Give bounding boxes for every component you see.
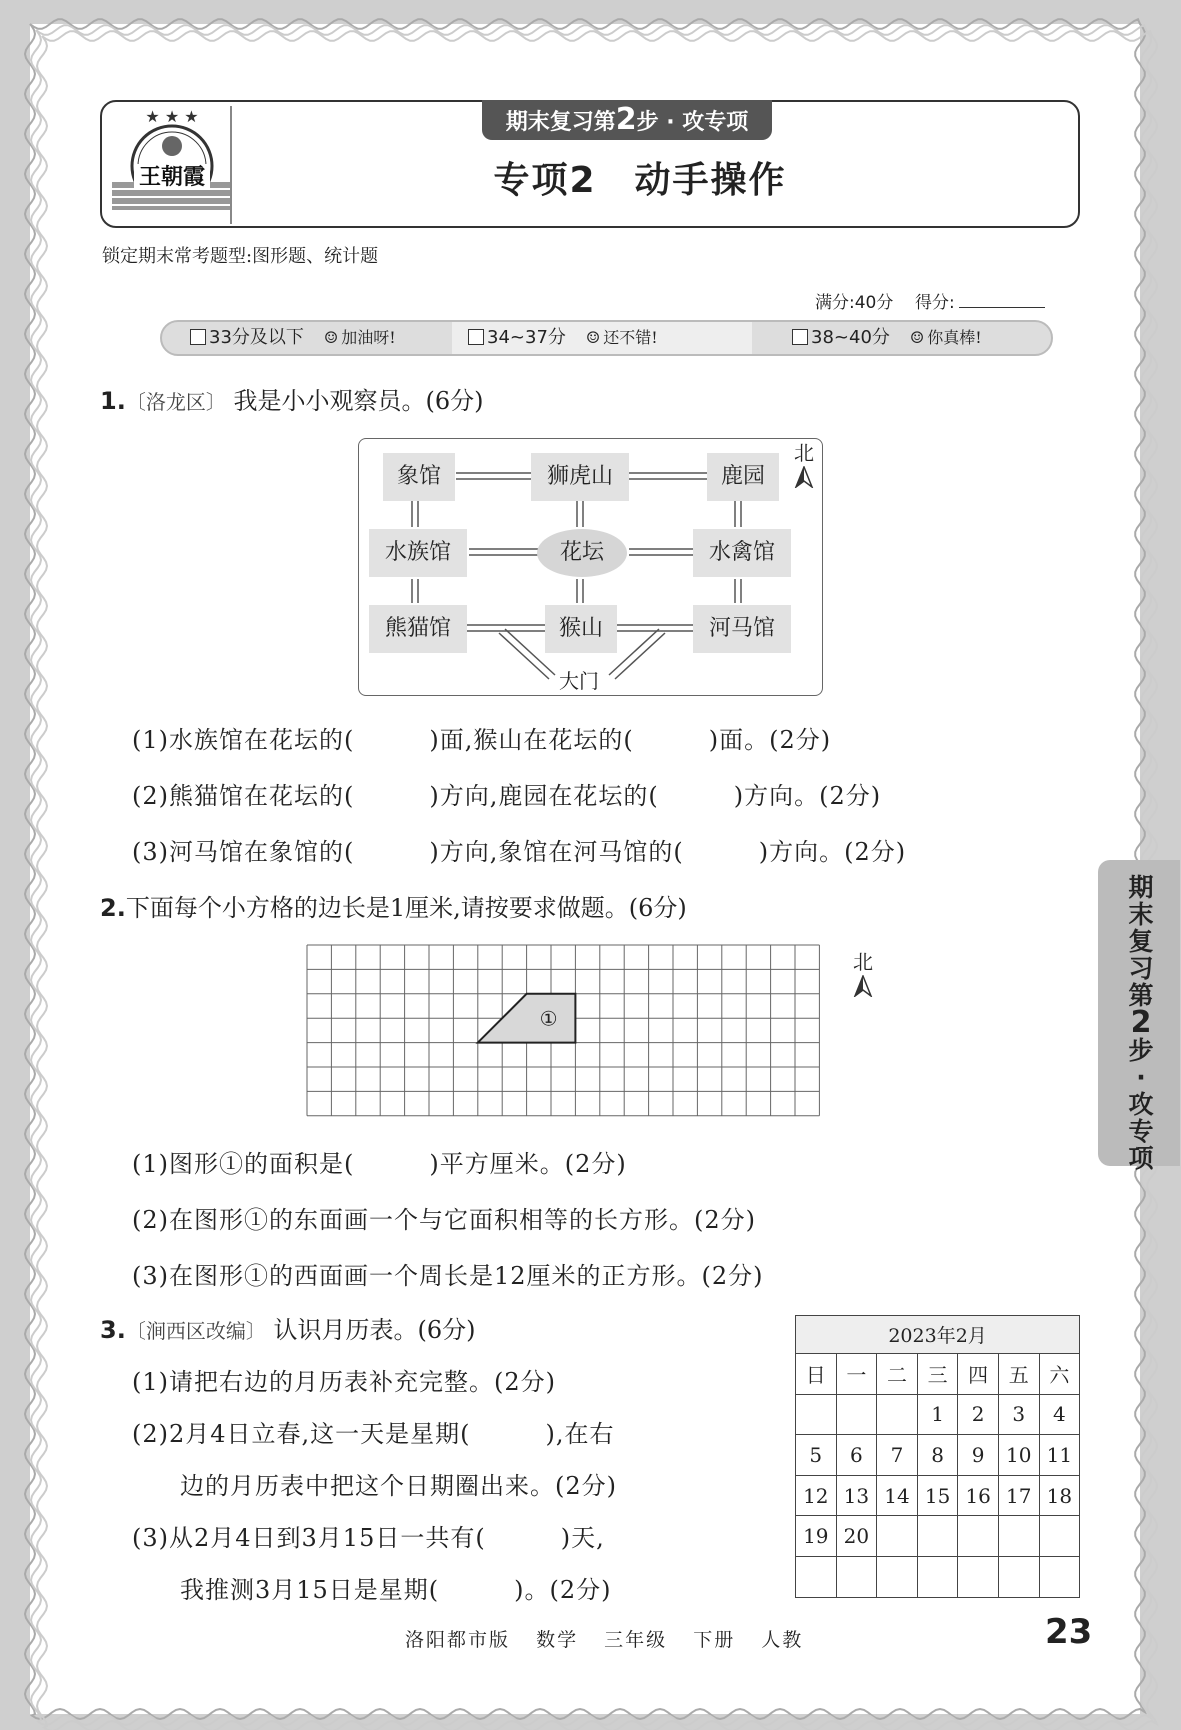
calendar-day-cell: 6: [836, 1435, 877, 1476]
q3-sub-3: (3)从2月4日到3月15日一共有( )天,: [132, 1524, 605, 1552]
calendar-day-cell: 14: [877, 1475, 918, 1516]
q2-sub-1: (1)图形①的面积是( )平方厘米。(2分): [132, 1150, 627, 1178]
map-aquarium: 水族馆: [369, 529, 467, 577]
q3-sub-2-cont: 边的月历表中把这个日期圈出来。(2分): [180, 1472, 617, 1500]
question-1-number: 1.: [100, 387, 126, 415]
calendar-day-cell[interactable]: [877, 1516, 918, 1557]
got-score-label: 得分:: [914, 293, 955, 313]
north-label: 北: [794, 441, 814, 465]
calendar-day-cell: 17: [998, 1475, 1039, 1516]
calendar-day-cell[interactable]: [998, 1516, 1039, 1557]
smiley-icon: ☺: [323, 328, 339, 347]
q1-sub-3: (3)河马馆在象馆的( )方向,象馆在河马馆的( )方向。(2分): [132, 838, 907, 866]
calendar-week-row: [796, 1516, 1080, 1557]
eval-item-low: 33分及以下 ☺ 加油呀!: [190, 322, 396, 354]
map-waterfowl-house: 水禽馆: [693, 529, 791, 577]
calendar-weekday: 二: [877, 1354, 918, 1395]
map-flower-bed: 花坛: [537, 529, 627, 577]
calendar-weekday: 四: [958, 1354, 999, 1395]
side-tab-text: [1124, 874, 1158, 1172]
map-hippo-house: 河马馆: [693, 605, 791, 653]
question-2-text: 下面每个小方格的边长是1厘米,请按要求做题。(6分): [125, 894, 687, 922]
map-lion-tiger-hill: 狮虎山: [531, 453, 629, 501]
question-3-text: 认识月历表。(6分): [273, 1316, 476, 1344]
calendar-day-cell: 19: [796, 1516, 837, 1557]
footer-publisher: 人教: [761, 1629, 804, 1651]
calendar-day-cell: 2: [958, 1394, 999, 1435]
calendar-week-row: [796, 1394, 1080, 1435]
svg-text:★ ★ ★: ★ ★ ★: [145, 107, 199, 126]
eval-item-mid: 34~37分 ☺ 还不错!: [452, 322, 752, 354]
question-2: [100, 888, 687, 923]
q3-sub-3-cont: 我推测3月15日是星期( )。(2分): [180, 1576, 612, 1604]
calendar-day-cell: 8: [917, 1435, 958, 1476]
calendar-weekday: 一: [836, 1354, 877, 1395]
q3-sub-1: (1)请把右边的月历表补充完整。(2分): [132, 1368, 556, 1396]
calendar-day-cell: 11: [1039, 1435, 1080, 1476]
calendar-day-cell[interactable]: [1039, 1556, 1080, 1597]
square-grid: [306, 944, 822, 1122]
grid-north-compass: [848, 946, 878, 1002]
map-gate: 大门: [559, 669, 599, 693]
zoo-map: [358, 438, 823, 696]
header-box: [100, 100, 1080, 228]
grid-svg: [306, 944, 822, 1118]
calendar-day-cell[interactable]: [958, 1516, 999, 1557]
q3-sub-2: (2)2月4日立春,这一天是星期( ),在右: [132, 1420, 615, 1448]
calendar-week-row: [796, 1475, 1080, 1516]
side-tab-suffix: 步·攻专项: [1128, 1036, 1154, 1173]
got-score-blank[interactable]: [959, 307, 1045, 308]
calendar-table: [795, 1315, 1080, 1598]
question-3-number: 3.: [100, 1316, 126, 1344]
calendar-weekday: 五: [998, 1354, 1039, 1395]
calendar-weekday: 六: [1039, 1354, 1080, 1395]
calendar-day-cell[interactable]: [877, 1556, 918, 1597]
eval-checkbox-high[interactable]: [792, 329, 808, 345]
calendar-day-cell: 12: [796, 1475, 837, 1516]
calendar-day-cell[interactable]: [836, 1394, 877, 1435]
calendar-day-cell[interactable]: [917, 1516, 958, 1557]
header-tab: [482, 100, 772, 140]
footer-grade: 三年级: [604, 1629, 668, 1651]
footer: [405, 1625, 821, 1652]
calendar-day-cell: 15: [917, 1475, 958, 1516]
calendar-weekday: 日: [796, 1354, 837, 1395]
q2-sub-2: (2)在图形①的东面画一个与它面积相等的长方形。(2分): [132, 1206, 756, 1234]
calendar-day-cell: 10: [998, 1435, 1039, 1476]
calendar-day-cell[interactable]: [998, 1556, 1039, 1597]
calendar-day-cell: 9: [958, 1435, 999, 1476]
map-north-compass: [789, 437, 819, 493]
header-tab-suffix: 步 · 攻专项: [636, 110, 749, 135]
calendar-day-cell: 4: [1039, 1394, 1080, 1435]
calendar-day-cell[interactable]: [796, 1394, 837, 1435]
question-3-region: 〔涧西区改编〕: [125, 1319, 266, 1343]
footer-volume: 下册: [693, 1629, 736, 1651]
q1-sub-2: (2)熊猫馆在花坛的( )方向,鹿园在花坛的( )方向。(2分): [132, 782, 882, 810]
north-label: 北: [853, 950, 873, 974]
page-number: 23: [1045, 1612, 1093, 1652]
calendar-weekday: 三: [917, 1354, 958, 1395]
lock-line: 锁定期末常考题型:图形题、统计题: [102, 246, 379, 267]
question-1: [100, 381, 483, 416]
calendar-day-cell: 13: [836, 1475, 877, 1516]
evaluation-bar: [160, 320, 1053, 356]
calendar-day-cell[interactable]: [836, 1556, 877, 1597]
calendar-title: 2023年2月: [796, 1316, 1080, 1354]
header-tab-prefix: 期末复习第: [505, 110, 616, 135]
calendar-day-cell[interactable]: [917, 1556, 958, 1597]
map-panda-house: 熊猫馆: [369, 605, 467, 653]
north-arrow-icon: [793, 466, 815, 488]
question-2-number: 2.: [100, 894, 126, 922]
smiley-icon: ☺: [909, 328, 925, 347]
map-deer-park: 鹿园: [707, 453, 779, 501]
page-title: 专项2 动手操作: [493, 160, 787, 201]
side-tab: [1098, 860, 1180, 1173]
map-monkey-hill: 猴山: [545, 605, 617, 653]
calendar-week-row: [796, 1556, 1080, 1597]
north-arrow-icon: [852, 975, 874, 997]
map-elephant-house: 象馆: [383, 453, 455, 501]
q1-sub-1: (1)水族馆在花坛的( )面,猴山在花坛的( )面。(2分): [132, 726, 832, 754]
logo-icon: [110, 104, 234, 226]
calendar-day-cell: 18: [1039, 1475, 1080, 1516]
side-tab-prefix: 期末复习第: [1128, 873, 1154, 1010]
calendar-day-cell[interactable]: [1039, 1516, 1080, 1557]
logo-divider: [230, 106, 232, 224]
calendar-day-cell[interactable]: [958, 1556, 999, 1597]
calendar-day-cell: 5: [796, 1435, 837, 1476]
eval-checkbox-low[interactable]: [190, 329, 206, 345]
calendar-day-cell: 3: [998, 1394, 1039, 1435]
calendar-day-cell: 7: [877, 1435, 918, 1476]
calendar-week-row: [796, 1435, 1080, 1476]
smiley-icon: ☺: [585, 328, 601, 347]
calendar-day-cell[interactable]: [796, 1556, 837, 1597]
full-score: 满分:40分: [815, 293, 894, 313]
score-line: [815, 288, 1045, 313]
shape-1-label: ①: [539, 1006, 558, 1031]
calendar-day-cell: 16: [958, 1475, 999, 1516]
question-3: [100, 1310, 475, 1345]
footer-subject: 数学: [536, 1629, 579, 1651]
eval-checkbox-mid[interactable]: [468, 329, 484, 345]
q2-sub-3: (3)在图形①的西面画一个周长是12厘米的正方形。(2分): [132, 1262, 764, 1290]
header-tab-num: 2: [615, 102, 637, 137]
logo-text: 王朝霞: [138, 164, 206, 190]
calendar-day-cell[interactable]: [877, 1394, 918, 1435]
calendar-weekday-row: [796, 1354, 1080, 1395]
eval-item-high: 38~40分 ☺ 你真棒!: [792, 322, 982, 354]
calendar-day-cell: 1: [917, 1394, 958, 1435]
question-1-region: 〔洛龙区〕: [125, 390, 226, 414]
side-tab-num: 2: [1130, 1005, 1152, 1040]
question-1-text: 我是小小观察员。(6分): [233, 387, 484, 415]
calendar-day-cell: 20: [836, 1516, 877, 1557]
footer-edition: 洛阳都市版: [405, 1629, 511, 1651]
